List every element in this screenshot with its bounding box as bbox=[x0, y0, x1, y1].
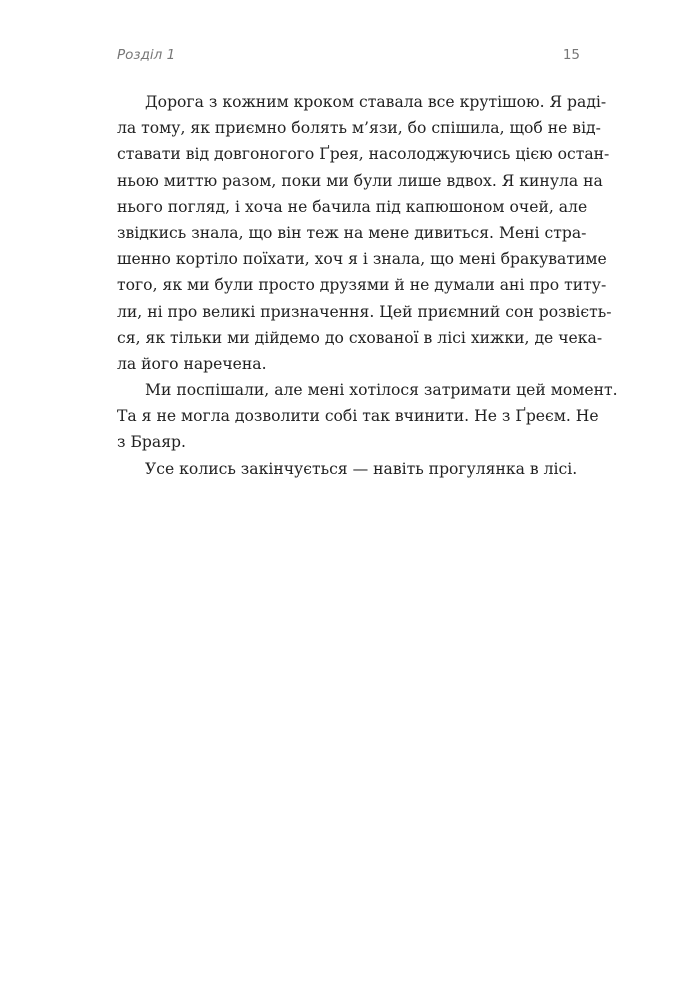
text-line: шенно кортіло поїхати, хоч я і знала, що мені бракуватиме bbox=[117, 250, 607, 269]
text-line: ла тому, як приємно болять м’язи, бо спішила, щоб не від- bbox=[117, 119, 601, 138]
text-line: ли, ні про великі призначення. Цей приємний сон розвієть- bbox=[117, 302, 612, 321]
text-line: того, як ми були просто друзями й не думали ані про титу- bbox=[117, 276, 607, 295]
page-body-text bbox=[117, 89, 618, 482]
text-line: Ми поспішали, але мені хотілося затримати цей момент. bbox=[145, 381, 618, 400]
text-line: Усе колись закінчується — навіть прогулянка в лісі. bbox=[145, 459, 578, 478]
text-line: звідкись знала, що він теж на мене дивиться. Мені стра- bbox=[117, 223, 587, 242]
text-line: Дорога з кожним кроком ставала все крутішою. Я раді- bbox=[145, 93, 607, 111]
text-line: ла його наречена. bbox=[117, 354, 267, 373]
text-line: ся, як тільки ми дійдемо до схованої в лісі хижки, де чека- bbox=[117, 328, 603, 347]
text-line: ставати від довгоногого Ґрея, насолоджуючись цією остан- bbox=[117, 145, 610, 164]
text-line: Та я не могла дозволити собі так вчинити. Не з Ґреєм. Не bbox=[117, 407, 599, 426]
text-line: з Браяр. bbox=[117, 433, 186, 452]
running-header bbox=[117, 47, 580, 67]
page-number: 15 bbox=[562, 47, 580, 63]
text-line: нього погляд, і хоча не бачила під капюшоном очей, але bbox=[117, 197, 588, 216]
chapter-title: Розділ 1 bbox=[117, 47, 176, 63]
text-line: ньою миттю разом, поки ми були лише вдвох. Я кинула на bbox=[117, 171, 603, 190]
